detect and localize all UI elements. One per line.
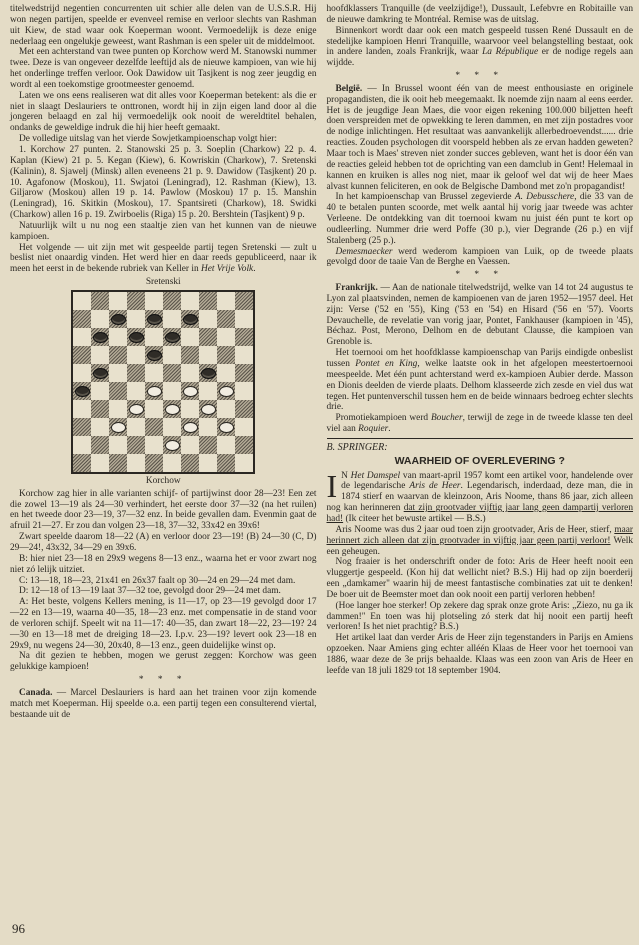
board-square-dark [217, 418, 235, 436]
board-square-light [163, 454, 181, 472]
black-piece [129, 332, 144, 343]
board-square-dark [235, 400, 253, 418]
left-column [10, 4, 317, 721]
paragraph: Het volgende — uit zijn met wit gespeelde partij tegen Sretenski — zult u beslist niet onaardig vinden. Het werd hier en daar reeds gepubliceerd, naar ik meen het eerst in de bekende rubriek van Keller in Het Vrije Volk. [10, 242, 317, 275]
board-square-dark [109, 418, 127, 436]
board-square-light [163, 346, 181, 364]
black-piece [93, 368, 108, 379]
board-square-dark [181, 346, 199, 364]
board-square-light [217, 364, 235, 382]
paragraph: Canada. — Marcel Deslauriers is hard aan het trainen voor zijn komende match met Koeperman. Hij speelde o.a. een partij tegen een consulterend viertal, bestaande uit de [10, 687, 317, 720]
board-square-light [217, 292, 235, 310]
white-piece [219, 386, 234, 397]
paragraph: Promotiekampioen werd Boucher, terwijl de zege in de tweede klasse ten deel viel aan Roquier. [326, 413, 633, 435]
page-number: 96 [12, 921, 25, 936]
board-square-dark [163, 292, 181, 310]
paragraph: hoofdklassers Tranquille (de veelzijdige!), Dussault, Lefebvre en Robitaille van de nieuwe damkring te Montréal. Remise was de uitslag. [326, 4, 633, 25]
board-square-dark [109, 310, 127, 328]
board-square-dark [163, 436, 181, 454]
board-square-dark [73, 310, 91, 328]
board-square-light [127, 382, 145, 400]
results-list: 1. Korchow 27 punten. 2. Stanowski 25 p. 3. Soeplin (Charkow) 22 p. 4. Kaplan (Kiew) 21 p. 5. Kegan (Kiew), 6. Kowriskin (Charkow), 7. Sretenski (Kalinin), 8. Sjawelj (Minsk) allen eveneens 21 p. 9. Dawidow (Tasjkent) 20 p. 10. Agafonow (Moskou), 11. Swjatoi (Leningrad), 12. Rashman (Kiew), 13. Giljarow (Moskou) allen 19 p. 14. Pawlow (Moskou) 17 p. 15. Manshin (Leningrad), 16. Skitkin (Moskou), 17. Spantsireti (Charkow), 18. Swidki (Charkow) allen 16 p. 19. Zwirboelis (Riga) 15 p. 20. Bershtein (Tasjkent) 9 p. [10, 144, 317, 221]
board-square-dark [235, 364, 253, 382]
paragraph: Demesmaecker werd wederom kampioen van Luik, op de tweede plaats gevolgd door de taaie Van de Berghe en Vaessen. [326, 246, 633, 268]
article-title: WAARHEID OF OVERLEVERING ? [394, 454, 565, 467]
section-divider: * * * [455, 71, 505, 82]
board-square-light [109, 292, 127, 310]
board-square-dark [199, 400, 217, 418]
board-square-dark [217, 454, 235, 472]
board-square-dark [181, 454, 199, 472]
white-piece [165, 440, 180, 451]
board-square-light [109, 400, 127, 418]
black-piece [165, 332, 180, 343]
board-square-light [181, 292, 199, 310]
paragraph: I N Het Damspel van maart-april 1957 komt een artikel voor, handelende over de legendarische Aris de Heer. Legendarisch, inderdaad, deze man, die in 1874 stierf en waarvan de kleinzoon, Aris Noome, thans 86 jaar, zich alleen nog kan herinneren dat zijn grootvader vijftig jaar lang geen dampartij verloren had! (Ik citeer het bewuste artikel — B.S.) [326, 467, 634, 524]
board-square-dark [235, 436, 253, 454]
board-square-dark [145, 418, 163, 436]
paragraph: Na dit gezien te hebben, mogen we gerust zeggen: Korchow was geen gelukkige kampioen! [10, 651, 317, 673]
board-square-dark [73, 454, 91, 472]
section-rule [327, 438, 634, 439]
white-piece [219, 422, 234, 433]
board-square-dark [127, 364, 145, 382]
board-square-light [145, 400, 163, 418]
board-square-dark [217, 310, 235, 328]
board-square-dark [91, 292, 109, 310]
board-square-dark [163, 328, 181, 346]
right-column [327, 4, 634, 721]
board-square-light [163, 382, 181, 400]
board-square-dark [127, 292, 145, 310]
board-square-dark [91, 436, 109, 454]
board-square-light [73, 400, 91, 418]
black-piece [201, 368, 216, 379]
checkers-board-diagram [71, 290, 255, 474]
paragraph: D: 12—18 of 13—19 laat 37—32 toe, gevolgd door 29—24 met dam. [19, 586, 281, 597]
board-square-light [91, 310, 109, 328]
board-square-light [145, 328, 163, 346]
board-square-light [235, 382, 253, 400]
paragraph: A: Het beste, volgens Kellers mening, is 11—17, op 23—19 gevolgd door 17—22 en 13—19, waarna 40—35, 18—23 enz. met compensatie in de stand voor de verloren schijf. Speelt wit na 11—17: 40—35, dan zwart 18—22, 23—19? 24—30 en 13—18 met de dreiging 18—23. I.p.v. 23—19? levert ook 23—18 en 29x9, nu wegens 24—30, 20x40, 8—13 enz., geen duidelijke winst op. [10, 597, 317, 651]
section-divider: * * * [138, 675, 188, 686]
paragraph: Het artikel laat dan verder Aris de Heer zijn tegenstanders in Parijs en Amiens opzoeken. Naar Amiens ging echter alléén Klaas de Heer voor het toernooi van 1886, waar deze de 3e prijs behaalde. Klaas was een zoon van Aris de Heer en leefde van 18 juli 1829 tot 18 september 1904. [326, 633, 633, 676]
board-square-light [127, 310, 145, 328]
board-square-dark [73, 346, 91, 364]
board-square-light [145, 364, 163, 382]
board-square-dark [181, 382, 199, 400]
board-diagram-wrap [10, 290, 317, 474]
paragraph: Met een achterstand van twee punten op Korchow werd M. Stanowski nummer twee. Deze is van ongeveer dezelfde leeftijd als de nieuwe kampioen, van wie hij het onderlinge treffen verloor. Ook Dawidow uit Tasjkent is nog zeer jeugdig en wordt al een toekomstige grootmeester genoemd. [10, 47, 317, 90]
board-square-light [73, 364, 91, 382]
board-square-dark [145, 454, 163, 472]
black-piece [183, 314, 198, 325]
paragraph: België. — In Brussel woont één van de meest enthousiaste en originele propagandisten, die ik ooit heb meegemaakt. Ik noemde zijn naam al eens eerder. Het is de jeugdige Jean Maes, die voor eigen rekening 100.000 biljetten heeft doen verspreiden met de opwekking te leren dammen, en met zijn postadres voor de nodige inlichtingen. Het resultaat was aanvankelijk allerbedroevendst...... drie reacties. Zouden psychologen dit voorspeld hebben als ze ervan hadden geweten? Maar toch is Maes' streven niet zonder succes gebleven, want het is door één van de reacties geleid hebben tot de oprichting van een damclub in Gent! Helemaal in kannen en kruiken is alles nog niet, maar ik geloof wel dat wij de heer Maes alvast kunnen feliciteren, en ook de Belgische Dambond met zo'n propagandist! [326, 83, 633, 192]
board-square-light [91, 346, 109, 364]
board-bottom-player: Korchow [145, 475, 181, 486]
board-square-dark [109, 382, 127, 400]
board-square-light [109, 436, 127, 454]
article-author: B. SPRINGER: [326, 441, 388, 453]
board-square-light [109, 328, 127, 346]
black-piece [75, 386, 90, 397]
section-divider: * * * [455, 270, 505, 281]
paragraph: B: hier niet 23—18 en 29x9 wegens 8—13 enz., waarna het er voor zwart nog niet zó lelijk uitziet. [10, 553, 317, 575]
drop-cap: I [326, 467, 338, 504]
board-square-light [217, 400, 235, 418]
black-piece [147, 314, 162, 325]
board-square-light [163, 418, 181, 436]
board-square-dark [127, 436, 145, 454]
board-square-light [235, 310, 253, 328]
white-piece [129, 404, 144, 415]
paragraph: Nog fraaier is het onderschrift onder de foto: Aris de Heer heeft nooit een vluggertje gespeeld. (Kon hij dat wellicht niet? B.S.) Hij had op zijn boerderij een „damkamer" waarin hij de meest fantastische combinaties zat uit te denken! De boer uit de Beemster moet dan ook nooit een partij verloren hebben! [326, 557, 633, 600]
paragraph: Korchow zag hier in alle varianten schijf- of partijwinst door 28—23! Een zet die zowel 13—19 als 24—30 verhindert, het eerste door 37—32 (na het ruilen) en het tweede door 23—19, 37—32 enz. In beide gevallen dam. Evenmin gaat de afruil 21—27. Er zou dan volgen 23—18, 37—32, 33x42 en 39x6! [10, 488, 317, 532]
paragraph: titelwedstrijd negentien concurrenten uit schier alle delen van de U.S.S.R. Hij won negen partijen, speelde er evenveel remise en verloor slechts van Rashman uit Kiew, de stad waar ook Koeperman woont. Vermoedelijk is deze enige nederlaag een ongelukje geweest, want Rashman is een speler uit de middelmoot. [10, 4, 317, 47]
white-piece [183, 386, 198, 397]
board-square-dark [217, 346, 235, 364]
board-square-dark [73, 382, 91, 400]
board-square-dark [163, 364, 181, 382]
board-square-light [181, 400, 199, 418]
board-square-dark [73, 418, 91, 436]
paragraph: Frankrijk. — Aan de nationale titelwedstrijd, welke van 14 tot 24 augustus te Lyon zal plaatsvinden, nemen de kampioenen van de jaren 1952—1957 deel. Het zijn: Verse ('52 en '55), King ('53 en '54) en Hisard ('56 en '57). Voorts Devauchelle, de revelatie van vorig jaar, Pontet, Fankhauser (kampioen in '45), Béchaz. Post, Merono, Delhom en de debutant Clausse, die kampioen van Grenoble is. [326, 283, 633, 348]
board-square-dark [145, 346, 163, 364]
board-square-dark [145, 382, 163, 400]
two-column-layout [10, 4, 633, 721]
black-piece [93, 332, 108, 343]
board-square-dark [145, 310, 163, 328]
board-square-light [73, 436, 91, 454]
board-square-dark [199, 436, 217, 454]
board-square-light [127, 346, 145, 364]
board-square-dark [127, 328, 145, 346]
paragraph: Het toernooi om het hoofdklasse kampioenschap van Parijs eindigde onbeslist tussen Pontet en King, welke laatste ook in het afgelopen meestertoernooi meespeelde. Met één punt achterstand werd ex-kampioen Aubier derde. Masson en Dionis deelden de vierde plaats. Delhom klasseerde zich zesde en viel dus wat tegen. Het puntenverschil tussen hem en de beide winnaars bedroeg echter slechts drie. [326, 348, 634, 413]
board-square-light [235, 454, 253, 472]
paragraph: Aris Noome was dus 2 jaar oud toen zijn grootvader, Aris de Heer, stierf, maar herinnert zich alleen dat zijn grootvader in vijftig jaar geen partij verloor! Welk een geheugen. [326, 524, 633, 557]
board-square-dark [199, 292, 217, 310]
board-square-light [199, 418, 217, 436]
board-square-light [199, 382, 217, 400]
paragraph: Laten we ons eens realiseren wat dit alles voor Koeperman betekent: als die er niet in slaagt Deslauriers te onttronen, wordt hij in zijn eigen land door al die jongeren belaagd en zal hij vermoedelijk ook nooit de wereldtitel behalen, ondanks de geweldige indruk die hij hier heeft gemaakt. [10, 90, 317, 134]
paragraph: (Hoe langer hoe sterker! Op zekere dag sprak onze grote Aris: „Ziezo, nu ga ik dammen!" En toen was hij plotseling zó sterk dat hij nooit een partij heeft verloren! Is het niet prachtig? B.S.) [326, 600, 633, 633]
board-square-light [217, 436, 235, 454]
board-square-light [91, 382, 109, 400]
board-square-light [91, 418, 109, 436]
black-piece [111, 314, 126, 325]
board-square-dark [109, 346, 127, 364]
board-square-dark [199, 328, 217, 346]
board-square-light [109, 364, 127, 382]
board-square-dark [127, 400, 145, 418]
white-piece [165, 404, 180, 415]
board-square-light [73, 292, 91, 310]
board-square-light [181, 436, 199, 454]
white-piece [201, 404, 216, 415]
board-square-dark [91, 400, 109, 418]
paragraph: In het kampioenschap van Brussel zegevierde A. Debusschere, die 33 van de 40 te betalen punten scoorde, met welk aantal hij vorig jaar tweede was achter Verleene. De ontdekking van dit toernooi kwam nu juist één punt te kort op oudleerling. Nummer drie werd Poffe (30 p.), vier Degrande (26 p.) en vijf Stalenberg (25 p.). [326, 192, 633, 246]
board-square-light [145, 436, 163, 454]
board-square-light [181, 328, 199, 346]
board-top-player: Sretenski [145, 277, 181, 288]
paragraph: Natuurlijk wilt u nu nog een staaltje zien van het kunnen van de nieuwe kampioen. [10, 220, 317, 242]
board-square-light [199, 454, 217, 472]
board-square-dark [91, 364, 109, 382]
board-square-light [235, 346, 253, 364]
white-piece [111, 422, 126, 433]
white-piece [147, 386, 162, 397]
board-square-dark [199, 364, 217, 382]
board-square-dark [109, 454, 127, 472]
board-square-dark [91, 328, 109, 346]
board-square-light [91, 454, 109, 472]
board-square-light [127, 454, 145, 472]
board-square-light [181, 364, 199, 382]
board-square-light [145, 292, 163, 310]
paragraph: Binnenkort wordt daar ook een match gespeeld tussen René Dussault en de stedelijke kampioen Henri Tranquille, waarvoor veel belangstelling bestaat, ook in andere landen, zoals Frankrijk, waar La République er de nodige regels aan wijdde. [326, 25, 633, 69]
board-square-dark [181, 418, 199, 436]
board-square-light [199, 346, 217, 364]
board-square-light [163, 310, 181, 328]
board-square-light [199, 310, 217, 328]
board-square-light [73, 328, 91, 346]
paragraph: Zwart speelde daarom 18—22 (A) en verloor door 23—19! (B) 24—30 (C, D) 29—24!, 43x32, 34—29 en 39x6. [10, 532, 317, 553]
white-piece [183, 422, 198, 433]
board-square-dark [235, 292, 253, 310]
board-square-dark [217, 382, 235, 400]
black-piece [147, 350, 162, 361]
board-square-light [217, 328, 235, 346]
board-square-dark [163, 400, 181, 418]
board-square-light [127, 418, 145, 436]
board-square-light [235, 418, 253, 436]
board-square-dark [181, 310, 199, 328]
board-square-dark [235, 328, 253, 346]
paragraph: C: 13—18, 18—23, 21x41 en 26x37 faalt op 30—24 en 29—24 met dam. [19, 575, 296, 586]
paragraph: De volledige uitslag van het vierde Sowjetkampioenschap volgt hier: [19, 134, 277, 145]
